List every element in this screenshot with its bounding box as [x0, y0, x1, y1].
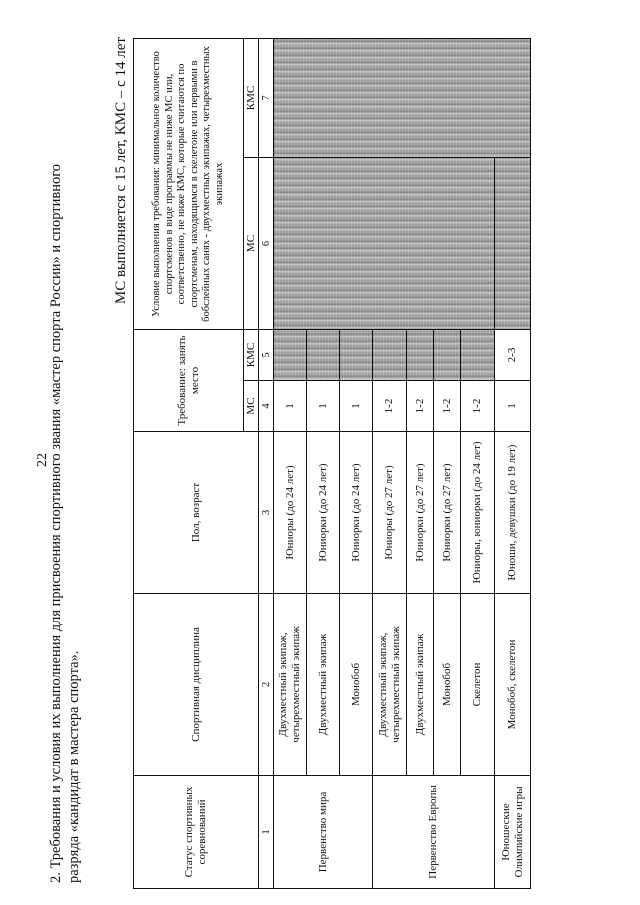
gender-age-cell: Юноши, девушки (до 19 лет): [495, 432, 531, 594]
kms-place-cell: [461, 330, 495, 381]
condition-ms-cell: [274, 158, 495, 330]
column-number: 3: [259, 432, 274, 594]
discipline-cell: Монобоб: [340, 594, 373, 776]
header-cond-kms: КМС: [244, 39, 259, 158]
column-number: 1: [259, 776, 274, 889]
discipline-cell: Скелетон: [461, 594, 495, 776]
discipline-cell: Монобоб: [434, 594, 461, 776]
ms-place-cell: 1: [274, 381, 307, 432]
condition-ms-cell: [495, 158, 531, 330]
kms-place-cell: 2-3: [495, 330, 531, 381]
header-req-ms: МС: [244, 381, 259, 432]
kms-place-cell: [434, 330, 461, 381]
ms-place-cell: 1-2: [407, 381, 434, 432]
gender-age-cell: Юниоры (до 27 лет): [373, 432, 407, 594]
condition-kms-cell: [274, 39, 531, 158]
gender-age-cell: Юниоры (до 24 лет): [274, 432, 307, 594]
kms-place-cell: [307, 330, 340, 381]
kms-place-cell: [373, 330, 407, 381]
ms-place-cell: 1-2: [373, 381, 407, 432]
table-row: [274, 39, 307, 889]
status-cell: Юношеские Олимпийские игры: [495, 776, 531, 889]
kms-place-cell: [340, 330, 373, 381]
ms-place-cell: 1: [340, 381, 373, 432]
gender-age-cell: Юниорки (до 24 лет): [340, 432, 373, 594]
gender-age-cell: Юниорки (до 27 лет): [434, 432, 461, 594]
status-cell: Первенство Европы: [373, 776, 495, 889]
header-discipline: Спортивная дисциплина: [134, 594, 259, 776]
discipline-cell: Двухместный экипаж: [407, 594, 434, 776]
header-condition: Условие выполнения требования: минимальное количество спортсменов в виде программы не ниже МС или, соответственно, не ниже КМС, которые считаются по спортсменам, находящимся в скелетоне или первыми в бобслейных санях - двухместных экипажах, четырехместных экипажах: [134, 39, 244, 330]
ms-place-cell: 1: [307, 381, 340, 432]
section-heading: 2. Требования и условия их выполнения для присвоения спортивного звания «мастер спорта России» и спортивного разряда «кандидат в мастера спорта».: [48, 163, 82, 883]
discipline-cell: Двухместный экипаж, четырехместный экипаж: [373, 594, 407, 776]
column-number: 4: [259, 381, 274, 432]
discipline-cell: Двухместный экипаж, четырехместный экипаж: [274, 594, 307, 776]
kms-place-cell: [407, 330, 434, 381]
rotated-content: [21, 31, 619, 889]
discipline-cell: Монобоб, скелетон: [495, 594, 531, 776]
header-status: Статус спортивных соревнований: [134, 776, 259, 889]
table-row: [495, 39, 531, 889]
header-requirement: Требование: занять место: [134, 330, 244, 432]
column-number: 2: [259, 594, 274, 776]
status-cell: Первенство мира: [274, 776, 373, 889]
ms-place-cell: 1: [495, 381, 531, 432]
column-number: 6: [259, 158, 274, 330]
page-number: 22: [35, 453, 50, 467]
gender-age-cell: Юниоры, юниорки (до 24 лет): [461, 432, 495, 594]
requirements-table: [133, 38, 531, 889]
column-number: 5: [259, 330, 274, 381]
gender-age-cell: Юниорки (до 24 лет): [307, 432, 340, 594]
ms-place-cell: 1-2: [434, 381, 461, 432]
header-req-kms: КМС: [244, 330, 259, 381]
age-note: МС выполняется с 15 лет, КМС – с 14 лет: [113, 37, 129, 305]
gender-age-cell: Юниорки (до 27 лет): [407, 432, 434, 594]
discipline-cell: Двухместный экипаж: [307, 594, 340, 776]
ms-place-cell: 1-2: [461, 381, 495, 432]
column-number: 7: [259, 39, 274, 158]
kms-place-cell: [274, 330, 307, 381]
header-cond-ms: МС: [244, 158, 259, 330]
header-gender-age: Пол, возраст: [134, 432, 259, 594]
